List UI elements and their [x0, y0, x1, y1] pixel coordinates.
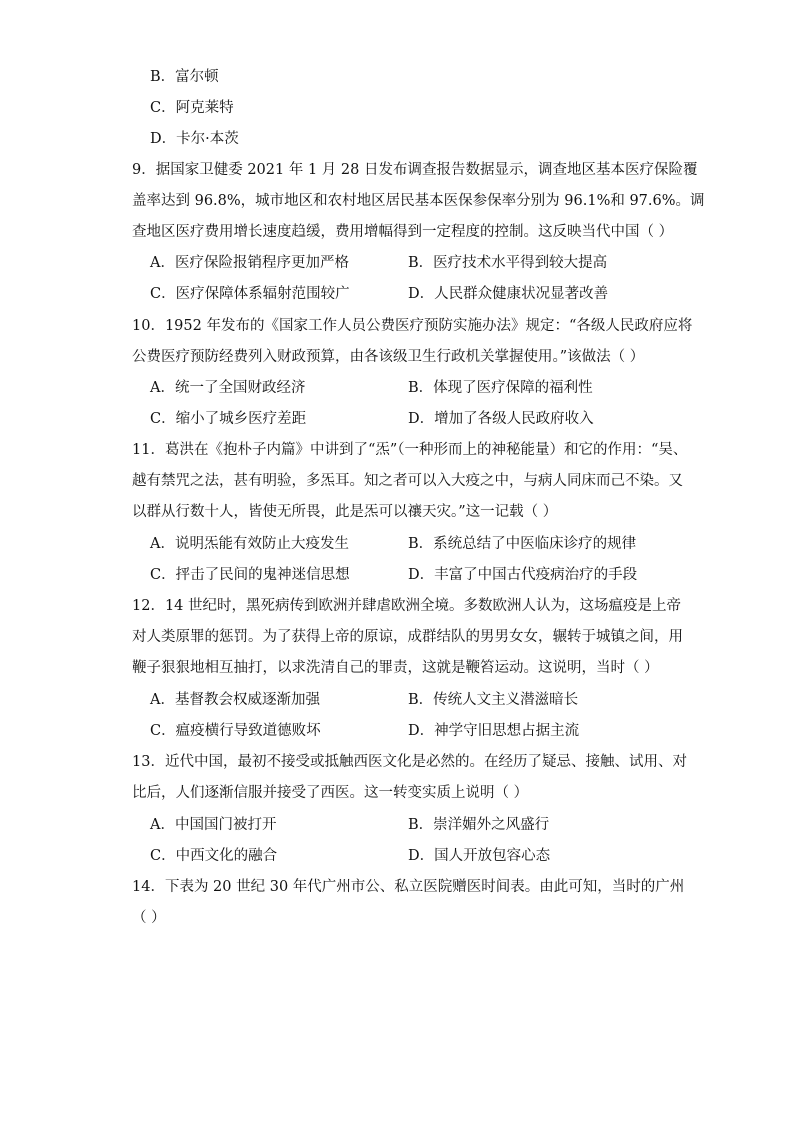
q8-option-d[interactable]: D．卡尔·本茨	[150, 131, 239, 147]
q13-stem-line-1: 13．近代中国，最初不接受或抵触西医文化是必然的。在经历了疑忌、接触、试用、对	[132, 754, 687, 770]
q12-option-a[interactable]: A．基督教会权威逐渐加强	[150, 692, 320, 708]
q9-stem-line-1: 9．据国家卫健委 2021 年 1 月 28 日发布调查报告数据显示，调查地区基本医疗保险覆	[132, 162, 698, 178]
q12-option-c[interactable]: C．瘟疫横行导致道德败坏	[150, 723, 321, 739]
q10-option-b[interactable]: B．体现了医疗保障的福利性	[408, 380, 593, 396]
q11-option-d[interactable]: D．丰富了中国古代疫病治疗的手段	[408, 567, 638, 583]
q13-stem-line-2: 比后，人们逐渐信服并接受了西医。这一转变实质上说明（ ）	[132, 785, 529, 801]
q14-stem-line-2: （ ）	[132, 910, 166, 926]
q12-stem-line-2: 对人类原罪的惩罚。为了获得上帝的原谅，成群结队的男男女女，辗转于城镇之间，用	[132, 629, 683, 645]
q9-option-a[interactable]: A．医疗保险报销程序更加严格	[150, 255, 349, 271]
q8-option-c[interactable]: C．阿克莱特	[150, 100, 234, 116]
q10-stem-line-2: 公费医疗预防经费列入财政预算，由各该级卫生行政机关掌握使用。”该做法（ ）	[132, 349, 645, 365]
q9-option-d[interactable]: D．人民群众健康状况显著改善	[408, 286, 609, 302]
q14-stem-line-1: 14．下表为 20 世纪 30 年代广州市公、私立医院赠医时间表。由此可知，当时的广州	[132, 879, 685, 895]
q9-stem-line-3: 查地区医疗费用增长速度趋缓，费用增幅得到一定程度的控制。这反映当代中国（ ）	[132, 224, 674, 240]
q10-option-a[interactable]: A．统一了全国财政经济	[150, 380, 306, 396]
q9-option-c[interactable]: C．医疗保障体系辐射范围较广	[150, 286, 350, 302]
q12-option-d[interactable]: D．神学守旧思想占据主流	[408, 723, 580, 739]
q13-option-b[interactable]: B．崇洋媚外之风盛行	[408, 817, 550, 833]
q12-stem-line-3: 鞭子狠狠地相互抽打，以求洗清自己的罪责，这就是鞭笞运动。这说明，当时（ ）	[132, 660, 659, 676]
q11-stem-line-3: 以群从行数十人，皆使无所畏，此是炁可以禳天灾。”这一记载（ ）	[132, 504, 558, 520]
q13-option-c[interactable]: C．中西文化的融合	[150, 848, 278, 864]
q13-option-a[interactable]: A．中国国门被打开	[150, 817, 277, 833]
q13-option-d[interactable]: D．国人开放包容心态	[408, 848, 551, 864]
q11-stem-line-1: 11．葛洪在《抱朴子内篇》中讲到了“炁”（一种形而上的神秘能量）和它的作用：“吴、	[132, 442, 688, 458]
q9-stem-line-2: 盖率达到 96.8%，城市地区和农村地区居民基本医保参保率分别为 96.1%和 97.6%。调	[132, 193, 705, 209]
q10-option-d[interactable]: D．增加了各级人民政府收入	[408, 411, 594, 427]
q12-stem-line-1: 12．14 世纪时，黑死病传到欧洲并肆虐欧洲全境。多数欧洲人认为，这场瘟疫是上帝	[132, 598, 682, 614]
q8-option-b[interactable]: B．富尔顿	[150, 69, 219, 85]
q11-option-b[interactable]: B．系统总结了中医临床诊疗的规律	[408, 536, 637, 552]
q10-stem-line-1: 10．1952 年发布的《国家工作人员公费医疗预防实施办法》规定：“各级人民政府应将	[132, 318, 693, 334]
q9-option-b[interactable]: B．医疗技术水平得到较大提高	[408, 255, 608, 271]
q11-option-a[interactable]: A．说明炁能有效防止大疫发生	[150, 536, 349, 552]
q11-option-c[interactable]: C．抨击了民间的鬼神迷信思想	[150, 567, 350, 583]
q12-option-b[interactable]: B．传统人文主义潜滋暗长	[408, 692, 579, 708]
q10-option-c[interactable]: C．缩小了城乡医疗差距	[150, 411, 307, 427]
q11-stem-line-2: 越有禁咒之法，甚有明验，多炁耳。知之者可以入大疫之中，与病人同床而己不染。又	[132, 473, 683, 489]
